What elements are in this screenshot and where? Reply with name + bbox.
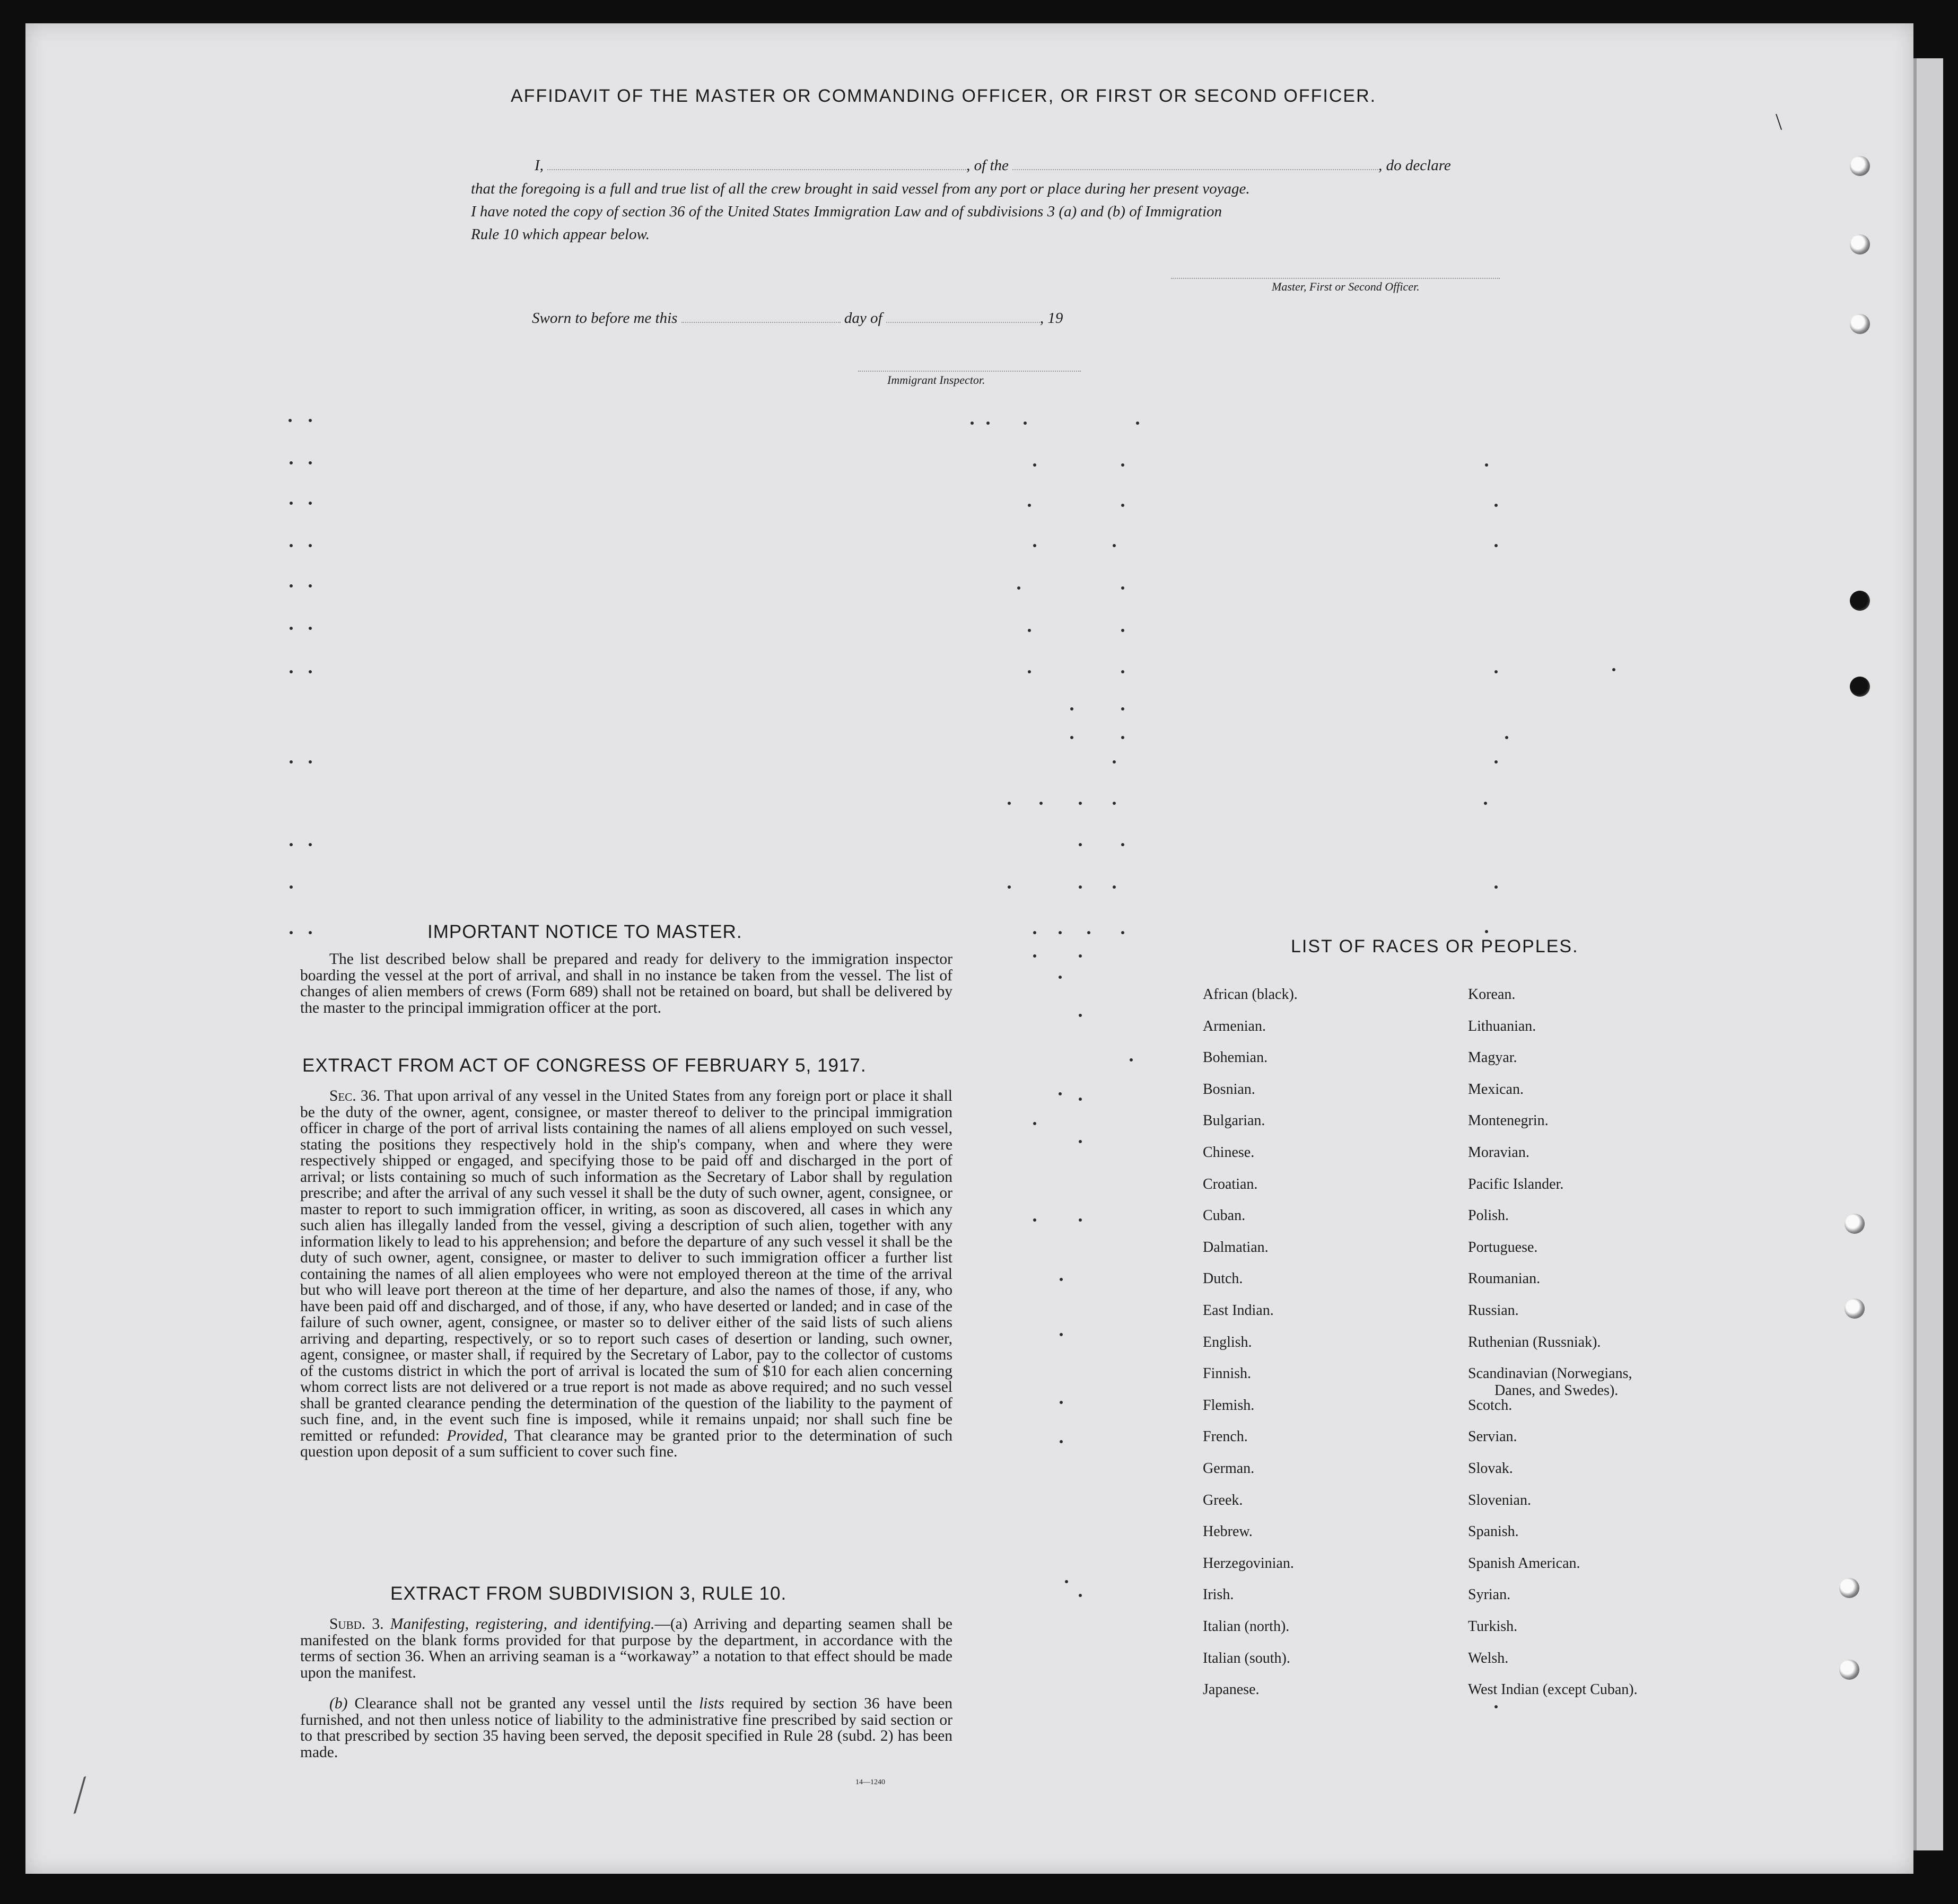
race-item: Irish.	[1203, 1586, 1234, 1603]
stamp-dot	[1028, 670, 1031, 673]
race-item: Syrian.	[1468, 1586, 1511, 1603]
race-item: Dalmatian.	[1203, 1239, 1269, 1256]
stamp-dot	[1039, 802, 1043, 805]
race-item: African (black).	[1203, 986, 1298, 1003]
stamp-dot	[1033, 544, 1036, 547]
rule-subd-heading: Manifesting, registering, and identifying.	[390, 1616, 655, 1633]
race-item: Croatian.	[1203, 1175, 1258, 1192]
race-item: Japanese.	[1203, 1681, 1260, 1698]
rule-extract-title: EXTRACT FROM SUBDIVISION 3, RULE 10.	[390, 1583, 787, 1604]
rule-para-b-text-1: Clearance shall not be granted any vessel until the	[354, 1695, 693, 1712]
punch-hole	[1850, 314, 1870, 334]
punch-hole	[1850, 591, 1870, 611]
affidavit-line-2: that the foregoing is a full and true list of all the crew brought in said vessel from any port or place during her present voyage.	[471, 180, 1250, 197]
punch-hole	[1850, 677, 1870, 697]
act-section-text-end: That clearance may be granted prior to the determination of such question upon deposit of a sum sufficient to cover such fine.	[300, 1427, 953, 1460]
rule-para-a-text: —(a) Arriving and departing seamen shall be manifested on the blank forms provided for that purpose by the department, in accordance with the terms of section 36. When an arriving seaman is a “workaway” a notation to that effect should be made upon the manifest.	[300, 1616, 952, 1681]
stamp-dot	[1059, 931, 1062, 934]
race-item: Italian (south).	[1203, 1649, 1290, 1666]
race-item: Greek.	[1203, 1491, 1243, 1508]
rule-paragraph-b	[300, 1696, 952, 1760]
stamp-dot	[1121, 463, 1124, 467]
sworn-label: Sworn to before me this	[532, 310, 678, 327]
race-item: Moravian.	[1468, 1144, 1529, 1161]
affidavit-line-3: I have noted the copy of section 36 of the United States Immigration Law and of subdivisions 3 (a) and (b) of Immigration	[471, 203, 1222, 220]
race-item: German.	[1203, 1460, 1255, 1477]
act-section-label: Sec. 36.	[329, 1087, 380, 1104]
race-item: Slovak.	[1468, 1460, 1513, 1477]
race-item: Mexican.	[1468, 1081, 1524, 1098]
stamp-dot	[1494, 504, 1498, 507]
race-item: Servian.	[1468, 1428, 1517, 1445]
stamp-dot	[1033, 954, 1036, 958]
stamp-dot	[1070, 707, 1073, 710]
stamp-dot	[1008, 885, 1011, 889]
act-section-text: That upon arrival of any vessel in the United States from any foreign port or place it shall be the duty of the owner, agent, consignee, or master thereof to deliver to the principal immigration officer in charge of the port of arrival lists containing the names of all aliens employed on such vessel, stating the positions they respectively hold in the ship's company, when and where they were respectively shipped or engaged, and specifying those to be paid off and discharged in the port of arrival; or lists containing so much of such information as the Secretary of Labor shall by regulation prescribe; and after the arrival of any such vessel it shall be the duty of such owner, agent, consignee, or master to report to such immigration officer, in writing, as soon as discovered, all cases in which any such alien has illegally landed from the vessel, giving a description of such alien, together with any information likely to lead to his apprehension; and before the departure of any such vessel it shall be the duty of such owner, agent, consignee, or master to deliver to such immigration officer a further list containing the names of all alien employees who were not employed thereon at the time of the arrival but who will leave port thereon at the time of her departure, and also the names of those, if any, who have been paid off and discharged, and of those, if any, who have deserted or landed; and in case of the failure of such owner, agent, consignee, or master so to deliver either of the said lists of such aliens arriving and departing, respectively, or so to report such cases of desertion or landing, such owner, agent, consignee, or master shall, if required by the Secretary of Labor, pay to the collector of customs of the customs district in which the port of arrival is located the sum of $10 for each alien concerning whom correct lists are not delivered or a true report is not made as above required; and no such vessel shall be granted clearance pending the determination of the question of the liability to the payment of such fine, and, in the event such fine is imposed, while it remains unpaid; nor shall such fine be remitted or refunded:	[300, 1087, 953, 1444]
stamp-dot	[1059, 1092, 1062, 1095]
stamp-dot	[1484, 802, 1487, 805]
stamp-dot	[1113, 885, 1116, 889]
stamp-dot	[1033, 931, 1036, 934]
stamp-dot	[290, 461, 293, 464]
stamp-dot	[309, 461, 312, 464]
rule-paragraph-a	[300, 1616, 952, 1681]
master-signature-line[interactable]	[1171, 278, 1500, 279]
sworn-day-field[interactable]	[681, 310, 841, 323]
race-item: East Indian.	[1203, 1302, 1274, 1319]
master-signature-caption: Master, First or Second Officer.	[1272, 280, 1420, 293]
stamp-dot	[1024, 422, 1027, 425]
punch-hole	[1845, 1298, 1865, 1319]
stamp-dot	[1612, 668, 1615, 671]
stamp-dot	[1060, 1401, 1063, 1404]
race-item: Hebrew.	[1203, 1523, 1253, 1540]
affidavit-of-the-label: , of the	[966, 157, 1009, 174]
stamp-dot	[1079, 1594, 1082, 1597]
document-page	[25, 23, 1913, 1874]
stamp-dot	[290, 584, 293, 587]
punch-hole	[1850, 234, 1870, 255]
race-item: Polish.	[1468, 1207, 1509, 1224]
race-item: Spanish.	[1468, 1523, 1519, 1540]
stamp-dot	[1494, 885, 1498, 889]
race-item: West Indian (except Cuban).	[1468, 1681, 1638, 1698]
race-item: Ruthenian (Russniak).	[1468, 1333, 1601, 1350]
stamp-dot	[1121, 707, 1124, 710]
punch-hole	[1850, 156, 1870, 176]
stamp-dot	[1017, 586, 1020, 590]
affidavit-title: AFFIDAVIT OF THE MASTER OR COMMANDING OFFICER, OR FIRST OR SECOND OFFICER.	[511, 86, 1377, 106]
rule-para-b-text-2: required by section 36 have been furnished, and not then unless notice of liability to the administrative fine prescribed by said section or to that prescribed by section 35 having been served, the deposit specified in Rule 28 (subd. 2) has been made.	[300, 1695, 953, 1761]
stamp-dot	[290, 502, 293, 505]
stamp-dot	[1087, 931, 1090, 934]
sworn-month-field[interactable]	[886, 310, 1040, 323]
race-item: Spanish American.	[1468, 1555, 1580, 1572]
race-item-continuation: Danes, and Swedes).	[1494, 1382, 1619, 1399]
stamp-dot	[1079, 954, 1082, 958]
stamp-dot	[1070, 736, 1073, 739]
stamp-dot	[971, 422, 974, 425]
races-title: LIST OF RACES OR PEOPLES.	[1291, 936, 1579, 957]
race-item: Portuguese.	[1468, 1239, 1538, 1256]
declarant-name-field[interactable]	[547, 157, 966, 170]
race-item: Finnish.	[1203, 1365, 1252, 1382]
stamp-dot	[309, 584, 312, 587]
stamp-dot	[1494, 1705, 1498, 1708]
race-item: Cuban.	[1203, 1207, 1246, 1224]
stamp-dot	[1485, 930, 1488, 933]
stamp-dot	[309, 760, 312, 764]
stamp-dot	[1121, 504, 1124, 507]
stamp-dot	[289, 419, 292, 422]
act-extract-title: EXTRACT FROM ACT OF CONGRESS OF FEBRUARY 5, 1917.	[302, 1055, 867, 1076]
race-item: Magyar.	[1468, 1049, 1517, 1066]
race-item: Scotch.	[1468, 1397, 1513, 1414]
rule-para-b-lists: lists	[699, 1695, 724, 1712]
stamp-dot	[1494, 670, 1498, 673]
race-item: Chinese.	[1203, 1144, 1255, 1161]
stamp-dot	[1121, 629, 1124, 632]
stamp-dot	[1079, 885, 1082, 889]
stamp-dot	[1113, 760, 1116, 764]
stamp-dot	[1113, 802, 1116, 805]
affidavit-declare-label: , do declare	[1378, 157, 1451, 174]
stamp-dot	[1060, 1333, 1063, 1336]
race-item: Pacific Islander.	[1468, 1175, 1564, 1192]
stamp-dot	[290, 544, 293, 547]
act-extract-body	[300, 1088, 952, 1460]
race-item: Turkish.	[1468, 1618, 1518, 1635]
stamp-dot	[309, 931, 312, 934]
stamp-dot	[290, 843, 293, 846]
pencil-mark-bottom: ∕	[67, 1769, 93, 1821]
race-item: Herzegovinian.	[1203, 1555, 1294, 1572]
page-edge-strip	[1913, 58, 1943, 1850]
stamp-dot	[309, 502, 312, 505]
stamp-dot	[1136, 422, 1139, 425]
affidavit-line-1	[535, 154, 1542, 177]
race-item: Slovenian.	[1468, 1491, 1531, 1508]
stamp-dot	[1028, 629, 1031, 632]
sworn-day-of-label: day of	[844, 310, 882, 327]
race-item: French.	[1203, 1428, 1248, 1445]
race-item: Russian.	[1468, 1302, 1519, 1319]
stamp-dot	[1008, 802, 1011, 805]
stamp-dot	[290, 885, 293, 889]
stamp-dot	[1079, 802, 1082, 805]
race-item: Montenegrin.	[1468, 1112, 1549, 1129]
stamp-dot	[986, 422, 990, 425]
stamp-dot	[1121, 931, 1124, 934]
stamp-dot	[309, 843, 312, 846]
race-item: Dutch.	[1203, 1270, 1243, 1287]
stamp-dot	[1028, 504, 1031, 507]
stamp-dot	[309, 627, 312, 630]
race-item: English.	[1203, 1333, 1252, 1350]
notice-title: IMPORTANT NOTICE TO MASTER.	[427, 922, 742, 942]
stamp-dot	[1060, 1278, 1063, 1281]
stamp-dot	[1033, 463, 1036, 467]
punch-hole	[1839, 1660, 1859, 1680]
stamp-dot	[1060, 1440, 1063, 1443]
stamp-dot	[1505, 736, 1508, 739]
stamp-dot	[1130, 1058, 1133, 1061]
stamp-dot	[1033, 1122, 1036, 1125]
rule-subd-label: Subd. 3.	[329, 1616, 384, 1633]
punch-hole	[1839, 1578, 1859, 1598]
stamp-dot	[1079, 843, 1082, 846]
stamp-dot	[1121, 736, 1124, 739]
stamp-dot	[1079, 1014, 1082, 1017]
stamp-dot	[1113, 544, 1116, 547]
stamp-dot	[290, 670, 293, 673]
stamp-dot	[1121, 843, 1124, 846]
race-item: Scandinavian (Norwegians,	[1468, 1365, 1632, 1382]
affidavit-line-4: Rule 10 which appear below.	[471, 226, 650, 243]
race-item: Lithuanian.	[1468, 1017, 1536, 1034]
stamp-dot	[1079, 1098, 1082, 1101]
punch-hole	[1845, 1214, 1865, 1234]
race-item: Italian (north).	[1203, 1618, 1290, 1635]
race-item: Welsh.	[1468, 1649, 1509, 1666]
inspector-signature-line[interactable]	[858, 371, 1081, 372]
inspector-signature-caption: Immigrant Inspector.	[887, 373, 985, 387]
stamp-dot	[309, 419, 312, 422]
stamp-dot	[1121, 670, 1124, 673]
stamp-dot	[1494, 760, 1498, 764]
pencil-mark-top: \	[1776, 109, 1782, 135]
notice-text: The list described below shall be prepared and ready for delivery to the immigration inspector boarding the vessel at the port of arrival, and shall in no instance be taken from the vessel. The list of changes of alien members of crews (Form 689) shall not be retained on board, but shall be delivered by the master to the principal immigration officer at the port.	[300, 951, 952, 1016]
stamp-dot	[290, 627, 293, 630]
sworn-year-label: , 19	[1039, 310, 1063, 327]
act-provided-label: Provided,	[447, 1427, 508, 1444]
stamp-dot	[1079, 1140, 1082, 1143]
stamp-dot	[1059, 976, 1062, 979]
stamp-dot	[1065, 1580, 1068, 1583]
affidavit-i-label: I,	[535, 157, 544, 174]
race-item: Flemish.	[1203, 1397, 1255, 1414]
stamp-dot	[309, 544, 312, 547]
stamp-dot	[1485, 463, 1488, 467]
race-item: Bosnian.	[1203, 1081, 1255, 1098]
stamp-dot	[309, 670, 312, 673]
stamp-dot	[1494, 544, 1498, 547]
stamp-dot	[1121, 586, 1124, 590]
rule-para-b-label: (b)	[329, 1695, 348, 1712]
race-item: Korean.	[1468, 986, 1516, 1003]
race-item: Bulgarian.	[1203, 1112, 1265, 1129]
sworn-line	[532, 306, 1063, 330]
stamp-dot	[1033, 1218, 1036, 1222]
stamp-dot	[290, 760, 293, 764]
race-item: Bohemian.	[1203, 1049, 1268, 1066]
race-item: Roumanian.	[1468, 1270, 1541, 1287]
stamp-dot	[1079, 1218, 1082, 1222]
stamp-dot	[290, 931, 293, 934]
race-item: Armenian.	[1203, 1017, 1266, 1034]
form-number: 14—1240	[855, 1778, 885, 1786]
vessel-name-field[interactable]	[1012, 157, 1378, 170]
